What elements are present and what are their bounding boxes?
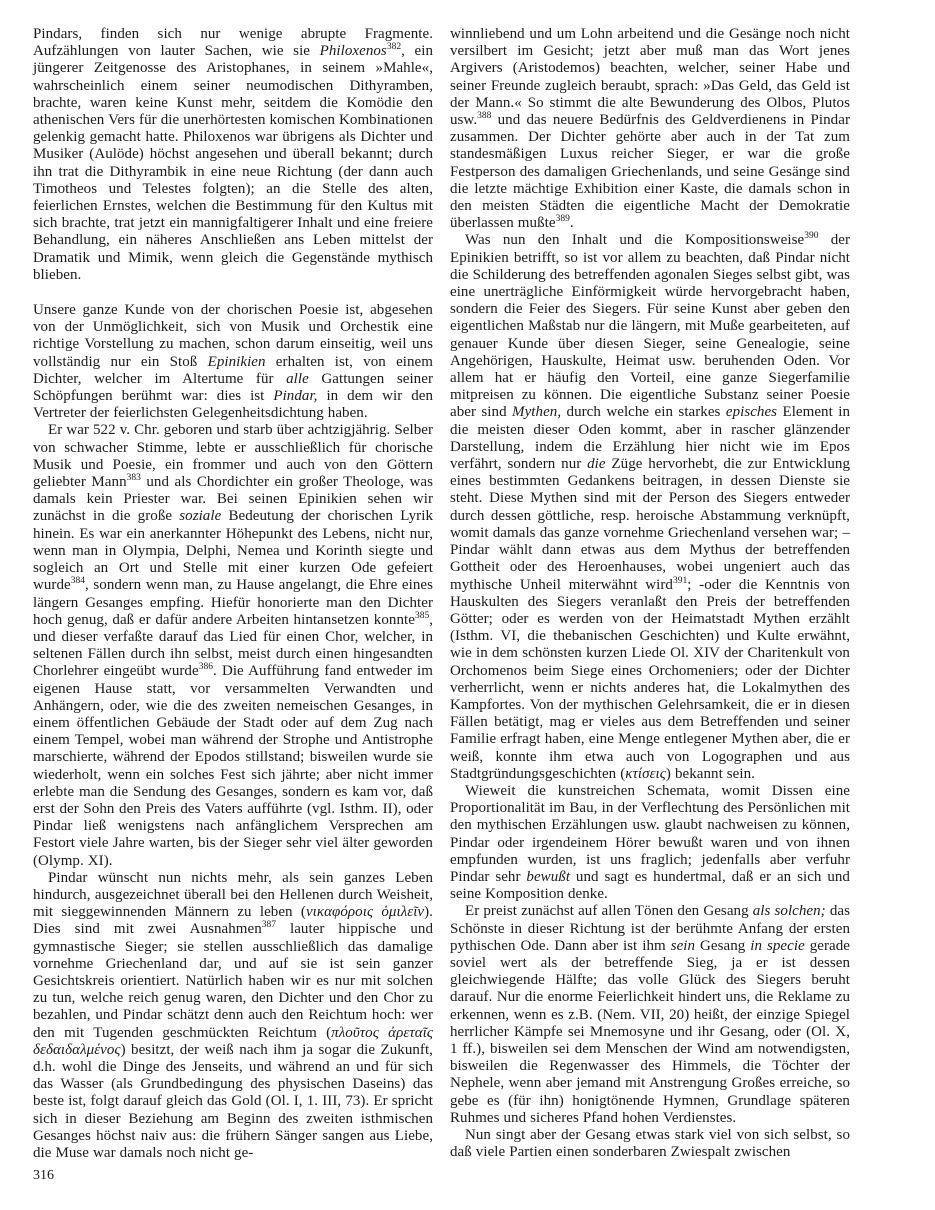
body-text: Nun singt aber der Gesang etwas stark viel von sich selbst, so daß viele Partien einen sonderbaren Zwiespalt zwischen bbox=[450, 1127, 850, 1161]
body-text: und als Chordichter ein großer Theologe, was damals kein Priester war. Bei seinen Epinikien sehen wir zunächst in die große bbox=[33, 474, 433, 525]
body-text: der Epinikien betrifft, so ist vor allem zu beachten, daß Pindar nicht die Schilderung des betreffenden agonalen Sieges selbst gibt, was eine unerträgliche Einförmigkeit würde hervorgebracht haben, sondern die Feier des Siegers. Für seine Kunst aber geben den eigentlichen Maßstab nur die längern, mit Muße gearbeiteten, auf genauer Kunde über diesen Sieger, seine Genealogie, seine Angehörigen, Hauskulte, Heimat usw. beruhenden Oden. Vor allem hat er häufig den Vorteil, eine ganze Siegerfamilie mitpreisen zu können. Die eigentliche Substanz seiner Poesie aber sind bbox=[450, 232, 850, 421]
footnote-marker: 390 bbox=[804, 231, 819, 242]
emphasis-text: Philoxenos bbox=[319, 43, 387, 60]
body-text: Er preist zunächst auf allen Tönen den Gesang bbox=[465, 903, 753, 920]
paragraph bbox=[33, 422, 433, 869]
emphasis-text: bewußt bbox=[526, 868, 571, 885]
body-text: ) besitzt, der weiß nach ihm ja sogar die Zukunft, d.h. wohl die Dinge des Jenseits, und während an und für sich das Wasser (als Grundbedingung des physischen Daseins) das beste ist, folgt darauf gleich das Gold (Ol. I, 1. III, 73). Er spricht sich in dieser Beziehung am Beginn des zweiten isthmischen Gesanges höchst naiv aus: die frühern Sänger sangen aus Liebe, die Muse war damals noch nicht ge- bbox=[33, 1041, 433, 1161]
paragraph bbox=[450, 903, 850, 1127]
text-column-right bbox=[450, 26, 850, 1162]
emphasis-text: Pindar, bbox=[273, 388, 318, 405]
body-text: , und dieser verfaßte darauf das Lied für einen Chor, welcher, in seltenen Fällen durch ihn selbst, meist durch einen hingesandten Chorlehrer eingeübt wurde bbox=[33, 611, 433, 680]
body-text: ). Dies sind mit zwei Ausnahmen bbox=[33, 904, 433, 938]
footnote-marker: 384 bbox=[70, 576, 85, 587]
body-text: Er war 522 v. Chr. geboren und starb über achtzigjährig. Selber von schwacher Stimme, lebte er ausschließlich für chorische Musik und Poesie, ein frommer und auch von den Göttern geliebter Mann bbox=[33, 422, 433, 491]
emphasis-text: alle bbox=[286, 370, 309, 387]
body-text: in dem wir den Vertreter der feierlichsten Gelegenheitsdichtung haben. bbox=[33, 388, 434, 422]
paragraph bbox=[33, 870, 433, 1162]
footnote-marker: 389 bbox=[555, 214, 570, 225]
footnote-marker: 385 bbox=[414, 610, 430, 621]
emphasis-text: in specie bbox=[750, 937, 805, 954]
body-text: gerade soviel wert als der betreffende Sieg, ja er ist dessen gleichwiegende Hälfte; das volle Glück des Siegers beruht darauf. Nur die enorme Feierlichkeit hindert uns, die Reklame zu erkennen, wenn es z.B. (Nem. VII, 20) heißt, der einzige Spiegel herrlicher Kämpfe sei Mnemosyne und ihr Gesang, oder (Ol. X, 1 ff.), bisweilen sei dem Menschen der Wind am notwendigsten, bisweilen die Regenwasser des Himmels, die Töchter der Nephele, wenn aber jemand mit Anstrengung Großes erreiche, so gebe es (für ihn) honigtönende Hymnen, Grundlage späteren Ruhmes und sicheres Pfand hohen Verdienstes. bbox=[450, 937, 851, 1126]
body-text: lauter hippische und gymnastische Sieger; sie stellen ausschließlich das damalige vornehme Griechenland dar, und auf sie ist sein ganzer Gesichtskreis orientiert. Natürlich haben wir es nur mit solchen zu tun, welche reich genug waren, den Dichter und den Chor zu bezahlen, und Pindar schätzt denn auch den Reichtum hoch: wer den mit Tugenden geschmückten Reichtum ( bbox=[33, 921, 433, 1041]
body-text: winnliebend und um Lohn arbeitend und die Gesänge noch nicht versilbert im Gesicht; jetzt aber muß man das Wort jenes Argivers (Aristodemos) beachten, welcher, seiner Habe und seiner Freunde zugleich beraubt, sprach: »Das Geld, das Geld ist der Mann.« So stimmt die alte Bewunderung des Olbos, Plutos usw. bbox=[450, 26, 850, 129]
body-text: Element in die meisten dieser Oden kommt, aber in rascher glänzender Darstellung, indem die Erzählung hier nicht wie im Epos verfährt, sondern nur bbox=[450, 404, 851, 473]
body-text: , ein jüngerer Zeitgenosse des Aristophanes, in seinem »Mahle«, wahrscheinlich einem seiner neumodischen Dithyramben, brachte, waren keine Kunst mehr, seitdem die Komödie den athenischen Vers für die unerhörtesten komischen Kombinationen gelenkig gemacht hatte. Philoxenos war übrigens als Dichter und Musiker (Aulöde) höchst angesehen und überall bekannt; durch ihn trat die Dithyrambik in eine neue Richtung (der dann auch Timotheos und Telestes folgten); an die Stelle des alten, feierlichen Ernstes, welchen die Bestimmung für den Kultus mit sich brachte, trat jetzt ein mannigfaltigerer Inhalt und eine freiere Behandlung, ein näheres Anschließen ans Leben mittelst der Dramatik und Mimik, wenn gleich die Gegenstände mythisch blieben. bbox=[33, 43, 433, 283]
body-text: erhalten ist, von einem Dichter, welcher im Altertume für bbox=[33, 353, 433, 387]
body-text: . bbox=[569, 215, 574, 232]
text-column-left bbox=[33, 26, 433, 1162]
body-text: und das neuere Bedürfnis des Geldverdienens in Pindar zusammen. Der Dichter gehörte aber auch in der Tat zum standesmäßigen Luxus reicher Sieger, er war die große Festperson des damaligen Griechenlands, und seine Gesänge sind die letzte mächtige Exhibition einer Kaste, die damals schon in den meisten Städten die eigentliche Macht der Demokratie überlassen mußte bbox=[450, 112, 850, 232]
emphasis-text: sein bbox=[670, 937, 696, 954]
emphasis-text: κτίσεις bbox=[625, 765, 666, 782]
emphasis-text: πλοῦτος ἀρεταῖς δεδαιδαλμένος bbox=[33, 1024, 433, 1058]
footnote-marker: 388 bbox=[477, 111, 492, 122]
body-text: Was nun den Inhalt und die Kompositionsweise bbox=[465, 232, 805, 249]
footnote-marker: 382 bbox=[386, 42, 402, 53]
body-text: Pindars, finden sich nur wenige abrupte Fragmente. Aufzählungen von lauter Sachen, wie sie bbox=[33, 26, 433, 60]
body-text: Pindar wünscht nun nichts mehr, als sein ganzes Leben hindurch, ausgezeichnet überall bei den Hellenen durch Weisheit, mit sieggewinnenden Männern zu leben ( bbox=[33, 869, 433, 921]
body-text: Bedeutung der chorischen Lyrik hinein. Es war ein anerkannter Höhepunkt des Lebens, nicht nur, wenn man in Olympia, Delphi, Nemea und Korinth siegte und sogleich an Ort und Stelle mit einer kurzen Ode gefeiert wurde bbox=[33, 508, 433, 594]
body-text: durch welche ein starkes bbox=[561, 404, 726, 421]
body-text: , sondern wenn man, zu Hause angelangt, die Ehre eines längern Gesanges empfing. Hiefür honorierte man den Dichter hoch genug, daß er dafür andere Arbeiten hintansetzen konnte bbox=[33, 577, 433, 628]
emphasis-text: soziale bbox=[179, 508, 222, 525]
body-text: ) bekannt sein. bbox=[665, 765, 755, 782]
body-text: ; -oder die Kenntnis von Hauskulten des Siegers veranlaßt den Preis der betreffenden Götter; oder es werden von der Heimatstadt Mythen erzählt (Isthm. VI, die thebanischen Geschichten) und Kulte erwähnt, wie in dem schönsten kurzen Liede Ol. XIV der Charitenkult von Orchomenos beim Siege eines Orchomeniers; oder der Dichter verherrlicht, wenn er nichts anderes hat, die Lokalmythen des Kampfortes. Von der mythischen Gelehrsamkeit, die er in diesen Fällen betätigt, mag er vieles aus dem Betreffenden und seiner Familie erfragt haben, eine Menge entlegener Mythen aber, die er weiß, konnte ihm etwa auch von Logographen und aus Stadtgründungsgeschichten ( bbox=[450, 576, 850, 782]
footnote-marker: 387 bbox=[261, 920, 277, 931]
emphasis-text: als solchen; bbox=[752, 903, 826, 920]
emphasis-text: die bbox=[587, 456, 606, 473]
footnote-marker: 391 bbox=[672, 575, 688, 586]
paragraph bbox=[450, 1127, 850, 1161]
body-text: Gattungen seiner Schöpfungen berühmt war: dies ist bbox=[33, 370, 433, 405]
emphasis-text: episches bbox=[725, 404, 778, 421]
body-text: Wieweit die kunstreichen Schemata, womit Dissen eine Proportionalität im Bau, in der Verflechtung des Persönlichen mit den mythischen Erzählungen usw. glaubt nachweisen zu können, Pindar oder irgendeinem Hörer bewußt waren und von ihnen empfunden wurden, ist uns fraglich; jedenfalls aber verfuhr Pindar sehr bbox=[450, 782, 850, 885]
footnote-marker: 386 bbox=[198, 662, 213, 673]
paragraph bbox=[450, 783, 850, 903]
body-text: das Schönste in dieser Richtung ist der berühmte Anfang der ersten pythischen Ode. Dann aber ist ihm bbox=[450, 903, 850, 954]
body-text: Unsere ganze Kunde von der chorischen Poesie ist, abgesehen von der Unmöglichkeit, sich von Musik und Orchestik eine richtige Vorstellung zu machen, schon darum einseitig, weil uns vollständig nur ein Stoß bbox=[33, 302, 433, 370]
paragraph bbox=[450, 26, 850, 232]
body-text: Gesang bbox=[695, 937, 751, 954]
emphasis-text: νικαφόροις ὁμιλεῖν bbox=[305, 904, 425, 921]
body-text: und sagt es hundertmal, daß er an sich und seine Komposition denke. bbox=[450, 868, 850, 903]
emphasis-text: Mythen, bbox=[512, 404, 562, 421]
footnote-marker: 383 bbox=[126, 473, 141, 484]
page-number: 316 bbox=[33, 1168, 54, 1183]
body-text: . Die Aufführung fand entweder im eigenen Hause statt, vor versammelten Verwandten und Anhängern, oder, wie die des zweiten nemeischen Gesanges, in einem öffentlichen Gebäude der Stadt oder auf dem Zug nach einem Tempel, wobei man während der Strophe und Antistrophe marschierte, während der Epodos stillstand; bisweilen wurde sie wiederholt, wenn ein solches Fest sich jährte; aber nicht immer erlebte man die Sendung des Gesanges, sondern es kam vor, daß erst der Sohn den Preis des Vaters aufführte (vgl. Isthm. II), oder Pindar ließ wenigstens nach anfänglichem Versprechen am Festort viele Jahre warten, bis der Sieger sehr viel älter geworden (Olymp. XI). bbox=[33, 663, 433, 869]
emphasis-text: Epinikien bbox=[207, 353, 266, 370]
paragraph bbox=[33, 302, 433, 422]
paragraph bbox=[450, 232, 850, 783]
paragraph bbox=[33, 26, 433, 284]
body-text: Züge hervorhebt, die zur Entwicklung eines bestimmten Gedankens beitragen, in dessen Dienste sie steht. Diese Mythen sind mit der Person des Siegers entweder durch dessen göttliche, resp. heroische Abstammung verknüpft, womit damals das ganze vornehme Griechenland versehen war; – Pindar wählt dann etwas aus dem Mythus der betreffenden Gottheit oder des Heroenhauses, wobei ungeniert auch das mythische Unheil miterwähnt wird bbox=[450, 456, 850, 593]
